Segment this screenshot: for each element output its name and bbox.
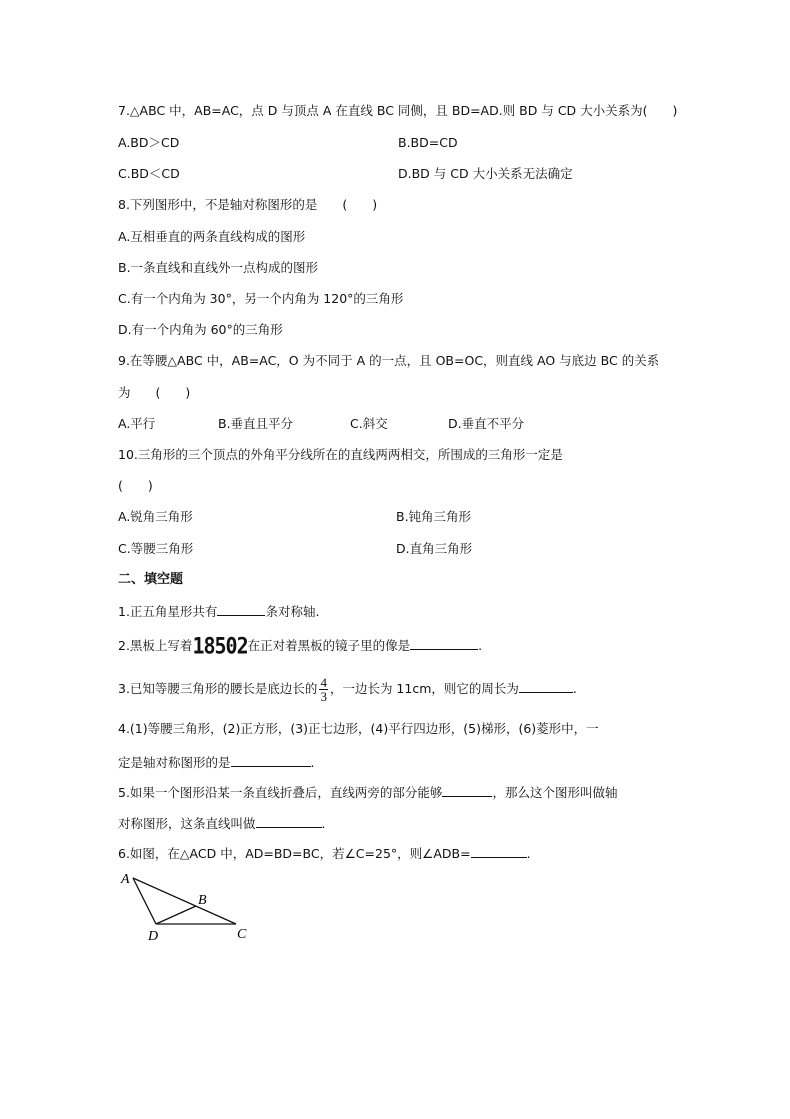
q9-stem-line1: 9.在等腰△ABC 中，AB=AC，O 为不同于 A 的一点，且 OB=OC，则直线 AO 与底边 BC 的关系: [118, 353, 660, 368]
fill-3-end: .: [572, 681, 577, 696]
q10-stem-line1: 10.三角形的三个顶点的外角平分线所在的直线两两相交，所围成的三角形一定是: [118, 447, 563, 462]
q9-option-a: A.平行: [118, 416, 156, 431]
fill-5-end: .: [321, 816, 326, 831]
fill-5-text-after: ，那么这个图形叫做轴: [492, 785, 618, 800]
vertex-c-label: C: [237, 927, 247, 942]
q8-option-c: C.有一个内角为 30°，另一个内角为 120°的三角形: [118, 291, 404, 306]
fill-5-line2: [118, 815, 326, 832]
vertex-a-label: A: [121, 872, 130, 887]
fraction-denominator: 3: [320, 689, 327, 704]
vertex-d-label: D: [148, 929, 159, 944]
segment-db: [156, 906, 196, 924]
q8-stem: 8.下列图形中，不是轴对称图形的是 ( ): [118, 197, 378, 212]
q9-option-c: C.斜交: [350, 416, 388, 431]
fill-3: [118, 676, 577, 703]
q7-stem: 7.△ABC 中，AB=AC，点 D 与顶点 A 在直线 BC 同侧，且 BD=AD.则 BD 与 CD 大小关系为( ): [118, 103, 678, 118]
fill-5-text-before: 5.如果一个图形沿某一条直线折叠后，直线两旁的部分能够: [118, 785, 443, 800]
section-title: 二、填空题: [118, 572, 184, 587]
fill-5-blank-1[interactable]: [442, 784, 492, 797]
q8-option-b: B.一条直线和直线外一点构成的图形: [118, 260, 319, 275]
fill-5-blank-2[interactable]: [256, 815, 322, 828]
q10-option-c: C.等腰三角形: [118, 541, 194, 556]
q9-option-d: D.垂直不平分: [448, 416, 525, 431]
vertex-b-label: B: [198, 893, 207, 908]
q7-option-d: D.BD 与 CD 大小关系无法确定: [398, 166, 573, 181]
fill-2-blank[interactable]: [410, 637, 478, 650]
fill-6-text-before: 6.如图，在△ACD 中，AD=BD=BC，若∠C=25°，则∠ADB=: [118, 846, 471, 861]
fraction: [319, 676, 328, 703]
mirror-number: 18502: [192, 632, 248, 660]
segment-ac: [133, 878, 236, 924]
fill-5-text-line2: 对称图形，这条直线叫做: [118, 816, 256, 831]
q10-option-d: D.直角三角形: [396, 541, 473, 556]
fill-2-text-after: 在正对着黑板的镜子里的像是: [247, 638, 411, 653]
fill-4-text-before: 定是轴对称图形的是: [118, 755, 231, 770]
fill-4-line1: 4.(1)等腰三角形，(2)正方形，(3)正七边形，(4)平行四边形，(5)梯形，(6)菱形中，一: [118, 721, 599, 736]
q7-option-c: C.BD＜CD: [118, 166, 180, 181]
fill-1: [118, 603, 319, 620]
fill-4-line2: [118, 754, 315, 771]
fill-6-blank[interactable]: [471, 845, 527, 858]
fill-3-text-middle: ，一边长为 11cm，则它的周长为: [329, 681, 519, 696]
fill-1-text-before: 1.正五角星形共有: [118, 604, 218, 619]
fill-2-end: .: [478, 638, 483, 653]
fill-3-blank[interactable]: [519, 680, 573, 693]
q10-option-b: B.钝角三角形: [396, 509, 472, 524]
q10-stem-line2: ( ): [118, 478, 153, 493]
triangle-figure: [116, 868, 276, 948]
q8-option-a: A.互相垂直的两条直线构成的图形: [118, 229, 306, 244]
fill-1-blank[interactable]: [217, 603, 265, 616]
q10-option-a: A.锐角三角形: [118, 509, 193, 524]
segment-ad: [133, 878, 156, 924]
fill-2: [118, 632, 483, 660]
q7-option-b: B.BD=CD: [398, 135, 458, 150]
fill-4-blank[interactable]: [231, 754, 311, 767]
fill-6: [118, 845, 531, 862]
q7-option-a: A.BD＞CD: [118, 135, 180, 150]
q8-option-d: D.有一个内角为 60°的三角形: [118, 322, 283, 337]
q9-option-b: B.垂直且平分: [218, 416, 294, 431]
q9-stem-line2: 为 ( ): [118, 385, 191, 400]
fraction-numerator: 4: [320, 675, 327, 690]
fill-3-text-before: 3.已知等腰三角形的腰长是底边长的: [118, 681, 318, 696]
fill-1-text-after: 条对称轴.: [265, 604, 320, 619]
fill-6-end: .: [526, 846, 531, 861]
fill-5-line1: [118, 784, 617, 801]
fill-2-text-before: 2.黑板上写着: [118, 638, 193, 653]
fill-4-end: .: [310, 755, 315, 770]
